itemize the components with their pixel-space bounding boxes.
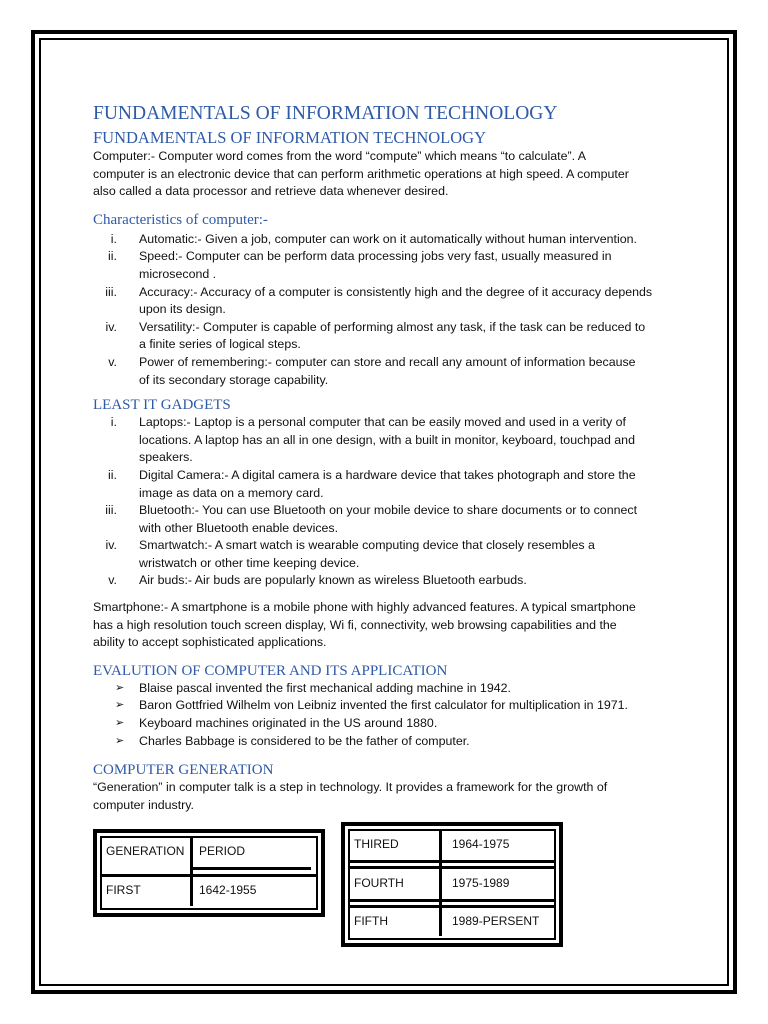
list-item: iv. Smartwatch:- A smart watch is wearable computing device that closely resembles a wristwatch or other time keeping device. (105, 538, 595, 570)
document-subtitle: FUNDAMENTALS OF INFORMATION TECHNOLOGY (93, 128, 487, 147)
list-item-line: speakers. (139, 450, 193, 465)
smartphone-line: has a high resolution touch screen display, Wi fi, connectivity, web browsing capabilities and the (93, 617, 617, 632)
list-item-line: Automatic:- Given a job, computer can work on it automatically without human intervention. (139, 231, 637, 246)
generation-line: “Generation” in computer talk is a step in technology. It provides a framework for the growth of (93, 780, 608, 795)
list-item: ii. Digital Camera:- A digital camera is a hardware device that takes photograph and store the image as data on a memory card. (108, 467, 636, 500)
gadgets-heading: LEAST IT GADGETS (93, 397, 231, 414)
list-item-line: a finite series of logical steps. (139, 337, 301, 352)
list-item-line: Air buds:- Air buds are popularly known as wireless Bluetooth earbuds. (139, 573, 527, 588)
list-item-line: Accuracy:- Accuracy of a computer is consistently high and the degree of it accuracy depends (139, 284, 653, 299)
smartphone-paragraph (93, 599, 683, 652)
characteristics-heading: Characteristics of computer:- (93, 211, 268, 228)
table-cell: PERIOD (199, 844, 246, 858)
table-cell: 1964-1975 (452, 837, 510, 851)
list-item-line: image as data on a memory card. (139, 485, 324, 500)
table-cell: 1989-PERSENT (452, 914, 540, 928)
generation-table-1 (93, 829, 325, 917)
intro-line: computer is an electronic device that can perform arithmetic operations at high speed. A computer (93, 166, 629, 181)
list-item-line: with other Bluetooth enable devices. (139, 520, 339, 535)
list-item-line: Versatility:- Computer is capable of performing almost any task, if the task can be reduced to (139, 319, 646, 334)
smartphone-line: ability to accept sophisticated applications. (93, 635, 327, 650)
table-cell: 1642-1955 (199, 883, 257, 897)
arrow-bullet-icon: ➢ (115, 717, 125, 730)
list-item-line: Bluetooth:- You can use Bluetooth on your mobile device to share documents or to connect (139, 503, 638, 518)
evolution-list (93, 680, 683, 750)
evolution-heading: EVALUTION OF COMPUTER AND ITS APPLICATION (93, 662, 448, 679)
list-item: ii. Speed:- Computer can be perform data processing jobs very fast, usually measured in microsecond . (108, 249, 612, 281)
arrow-bullet-icon: ➢ (115, 699, 125, 712)
list-item-line: upon its design. (139, 302, 226, 317)
list-item-line: of its secondary storage capability. (139, 372, 329, 387)
table-divider (193, 867, 311, 870)
table-cell: FIFTH (354, 914, 388, 928)
table-cell: THIRED (354, 837, 399, 851)
characteristics-list (93, 231, 683, 389)
document-title: FUNDAMENTALS OF INFORMATION TECHNOLOGY (93, 103, 558, 124)
table-cell: GENERATION (106, 844, 185, 858)
generation-line: computer industry. (93, 797, 194, 812)
table-divider (100, 874, 318, 877)
list-item-line: Smartwatch:- A smart watch is wearable computing device that closely resembles a (139, 538, 595, 553)
list-item: i. Automatic:- Given a job, computer can work on it automatically without human intervention. (110, 231, 637, 246)
list-item-line: Laptops:- Laptop is a personal computer that can be easily moved and used in a verity of (139, 415, 626, 430)
document-body (93, 102, 683, 814)
list-item: ➢ Keyboard machines originated in the US around 1880. (93, 715, 683, 733)
table-divider (190, 836, 193, 906)
table-divider (439, 829, 442, 936)
gadgets-list (93, 414, 683, 590)
table-divider (348, 860, 556, 863)
table-cell: 1975-1989 (452, 876, 510, 890)
list-item-line: wristwatch or other time keeping device. (139, 555, 360, 570)
arrow-bullet-icon: ➢ (115, 681, 125, 694)
list-item-line: Power of remembering:- computer can store and recall any amount of information because (139, 354, 636, 369)
list-item: i. Laptops:- Laptop is a personal computer that can be easily moved and used in a verity of locations. A laptop has an all in one design, with a built in monitor, keyboard, touchpad and speakers. (110, 415, 635, 465)
list-item-line: locations. A laptop has an all in one design, with a built in monitor, keyboard, touchpad and (139, 432, 635, 447)
list-item: ➢ Baron Gottfried Wilhelm von Leibniz invented the first calculator for multiplication in 1971. (93, 697, 683, 715)
intro-paragraph (93, 148, 683, 201)
list-item: iv. Versatility:- Computer is capable of performing almost any task, if the task can be reduced to a finite series of logical steps. (105, 319, 646, 352)
smartphone-line: Smartphone:- A smartphone is a mobile phone with highly advanced features. A typical smartphone (93, 600, 636, 615)
table-divider (348, 905, 556, 908)
table-divider (348, 866, 556, 869)
list-item: ➢ Blaise pascal invented the first mechanical adding machine in 1942. (93, 680, 683, 698)
list-item: v. Air buds:- Air buds are popularly known as wireless Bluetooth earbuds. (108, 573, 527, 588)
list-item-line: Digital Camera:- A digital camera is a hardware device that takes photograph and store the (139, 467, 636, 482)
arrow-bullet-icon: ➢ (115, 734, 125, 747)
table-cell: FOURTH (354, 876, 404, 890)
list-item-line: Speed:- Computer can be perform data processing jobs very fast, usually measured in (139, 249, 612, 264)
list-item-line: microsecond . (139, 266, 217, 281)
intro-line: Computer:- Computer word comes from the word “compute” which means “to calculate”. A (93, 149, 587, 163)
list-item: v. Power of remembering:- computer can store and recall any amount of information because of its secondary storage capability. (108, 354, 636, 387)
list-item: iii. Bluetooth:- You can use Bluetooth on your mobile device to share documents or to connect with other Bluetooth enable devices. (105, 503, 638, 535)
intro-line: also called a data processor and retrieve data whenever desired. (93, 184, 449, 199)
list-item: ➢ Charles Babbage is considered to be the father of computer. (93, 733, 683, 751)
table-cell: FIRST (106, 883, 141, 897)
table-divider (348, 899, 556, 902)
generation-table-2 (341, 822, 563, 947)
generation-paragraph (93, 779, 683, 814)
generation-heading: COMPUTER GENERATION (93, 762, 274, 779)
list-item: iii. Accuracy:- Accuracy of a computer is consistently high and the degree of it accuracy depends upon its design. (105, 284, 653, 317)
